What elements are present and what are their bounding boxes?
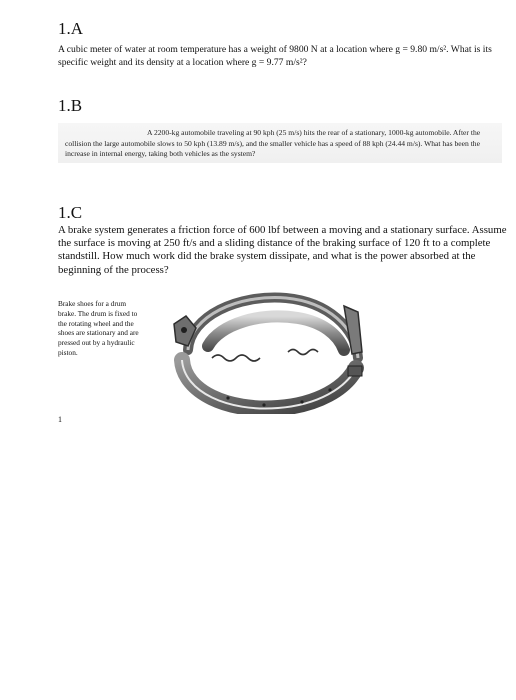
problem-1c-text: A brake system generates a friction force of 600 lbf between a moving and a stationary surface. Assume the surface is moving at 250 ft/s and a sliding distance of the braking surface of 120 ft to a complete standstill. How much work did the brake system dissipate, and what is the power absorbed at the beginning of the process?: [58, 224, 507, 276]
problem-1b-heading: 1.B: [58, 96, 83, 115]
page-number: 1: [58, 415, 62, 424]
figure-caption: Brake shoes for a drum brake. The drum is fixed to the rotating wheel and the shoes are stationary and are pressed out by a hydraulic piston.: [58, 299, 139, 357]
problem-1a-text: A cubic meter of water at room temperature has a weight of 9800 N at a location where g = 9.80 m/s². What is its specific weight and its density at a location where g = 9.77 m/s²?: [58, 44, 492, 68]
brake-shoes-illustration: [168, 288, 370, 414]
problem-1a-heading: 1.A: [58, 19, 84, 38]
problem-1c-heading: 1.C: [58, 203, 83, 222]
problem-1b-text: A 2200-kg automobile traveling at 90 kph (25 m/s) hits the rear of a stationary, 1000-kg automobile. After the collision the large automobile slows to 50 kph (13.89 m/s), and the smaller vehicle has a speed of 88 kph (24.44 m/s). What has been the increase in internal energy, taking both vehicles as the system?: [65, 128, 481, 158]
